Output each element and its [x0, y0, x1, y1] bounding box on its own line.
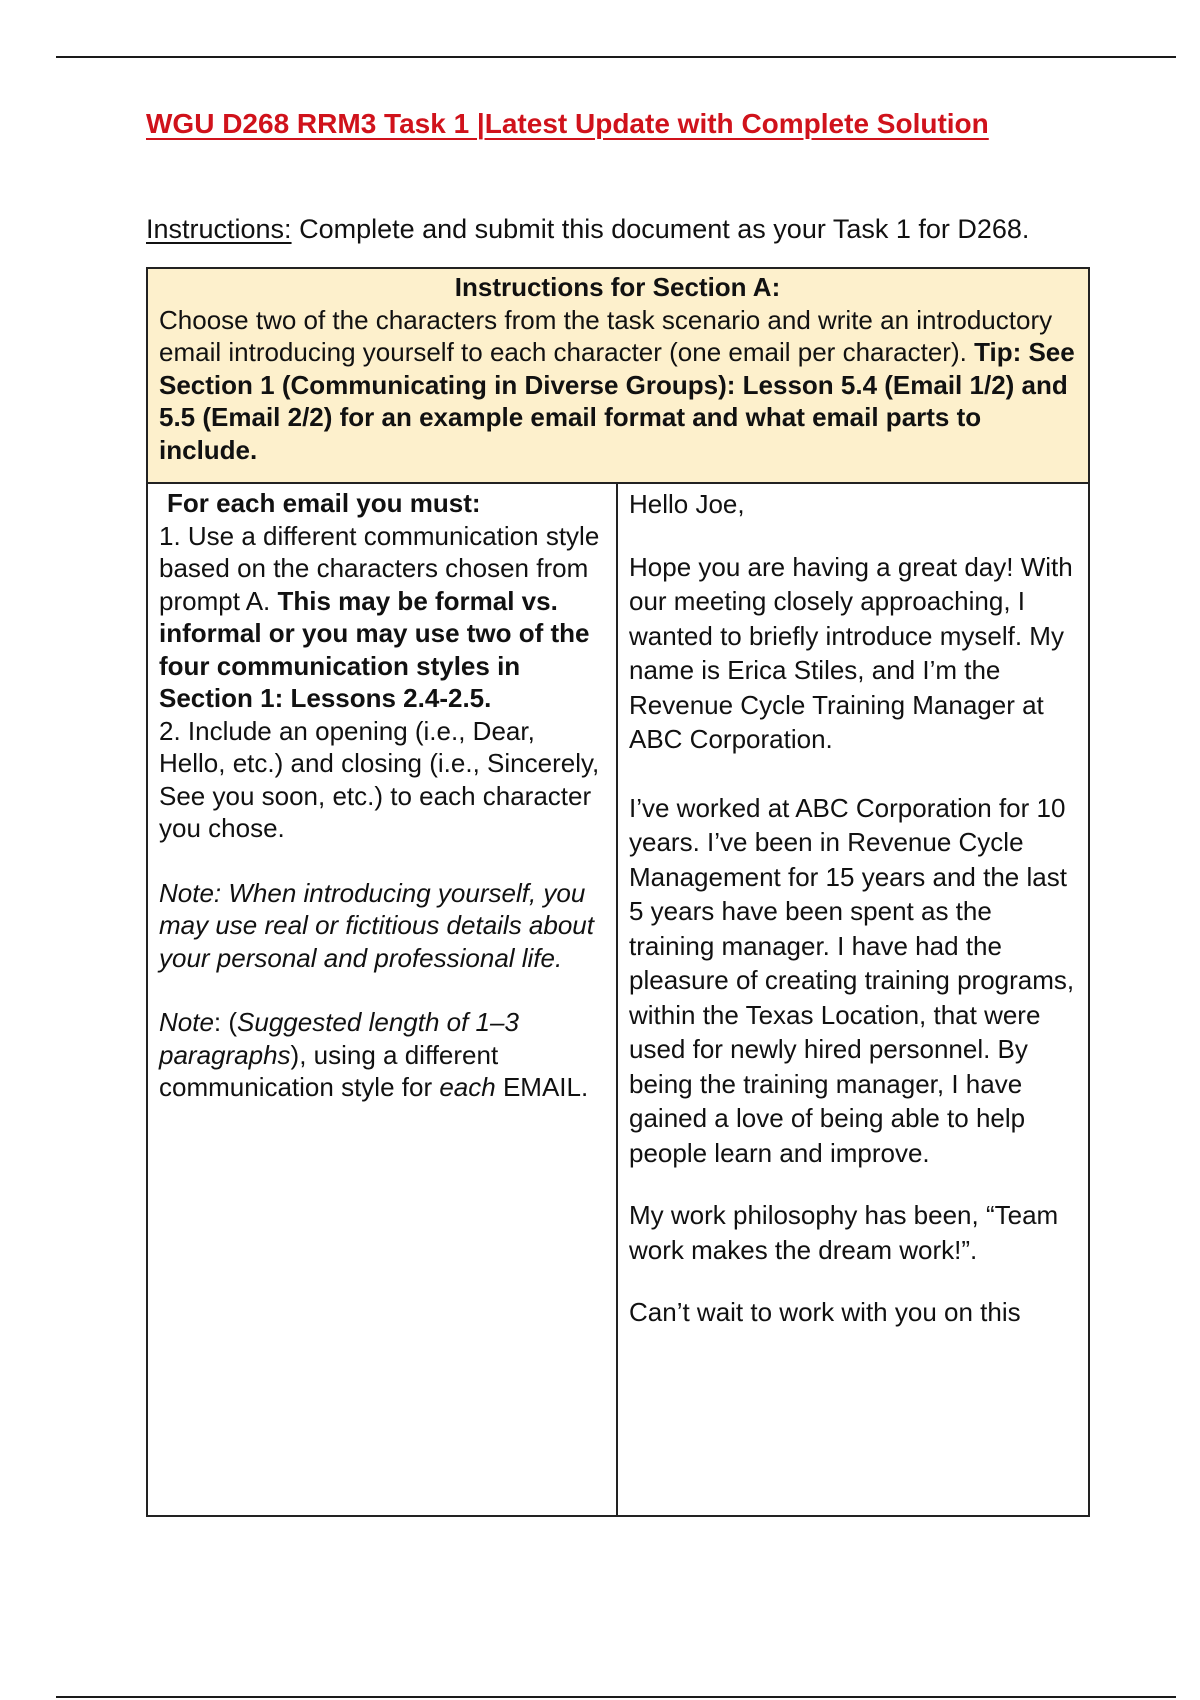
email-greeting: Hello Joe,: [629, 489, 745, 519]
requirements-heading: For each email you must:: [167, 488, 481, 518]
requirement-1-bold: This may be formal vs. informal or you may use two of the four communication styles in Section 1: Lessons 2.4-2.5.: [159, 585, 590, 713]
note-2-label: Note: [159, 1007, 214, 1037]
section-a-body: Choose two of the characters from the task scenario and write an introductory email introducing yourself to each character (one email per character).: [159, 304, 1053, 367]
section-a-tip: Tip: See Section 1 (Communicating in Diverse Groups): Lesson 5.4 (Email 1/2) and 5.5 (Email 2/2) for an example email format and what email parts to include.: [159, 337, 1075, 465]
note-2-each: each: [439, 1072, 496, 1102]
document-title: WGU D268 RRM3 Task 1 |Latest Update with Complete Solution: [146, 108, 989, 139]
note-2: [159, 1006, 606, 1104]
requirements-column: [148, 484, 618, 1515]
top-rule: [56, 56, 1176, 58]
requirement-item-2: 2. Include an opening (i.e., Dear, Hello, etc.) and closing (i.e., Sincerely, See you soon, etc.) to each character you chose.: [159, 715, 600, 843]
section-a-instructions: [148, 269, 1088, 484]
bottom-rule: [56, 1696, 1176, 1698]
section-a-heading: Instructions for Section A:: [454, 272, 781, 302]
instructions-label: Instructions:: [146, 214, 292, 244]
email-paragraph-2: I’ve worked at ABC Corporation for 10 years. I’ve been in Revenue Cycle Management for 15 years and the last 5 years have been spent as the training manager. I have had the pleasure of creating training programs, within the Texas Location, that were used for newly hired personnel. By being the training manager, I have gained a love of being able to help people learn and improve.: [629, 792, 1075, 1168]
email-column: [618, 484, 1088, 1515]
requirement-1-text: 1. Use a different communication style based on the characters chosen from prompt A.: [159, 520, 600, 616]
note-2-paren: : (: [213, 1007, 238, 1037]
note-2-length: Suggested length of 1–3 paragraphs: [159, 1007, 519, 1070]
note-2-email: EMAIL.: [495, 1072, 589, 1102]
task-table: [146, 267, 1090, 1517]
note-2-text: ), using a different communication style for: [159, 1039, 499, 1102]
instructions-line: [146, 214, 1029, 245]
requirement-item-1: [159, 520, 606, 715]
instructions-text: Complete and submit this document as your Task 1 for D268.: [291, 214, 1030, 244]
email-paragraph-3: My work philosophy has been, “Team work makes the dream work!”.: [629, 1200, 1059, 1265]
note-1: Note: When introducing yourself, you may use real or fictitious details about your personal and professional life.: [159, 877, 594, 973]
email-paragraph-1: Hope you are having a great day! With our meeting closely approaching, I wanted to briefly introduce myself. My name is Erica Stiles, and I’m the Revenue Cycle Training Manager at ABC Corporation.: [629, 551, 1073, 754]
email-paragraph-4: Can’t wait to work with you on this: [629, 1297, 1021, 1327]
